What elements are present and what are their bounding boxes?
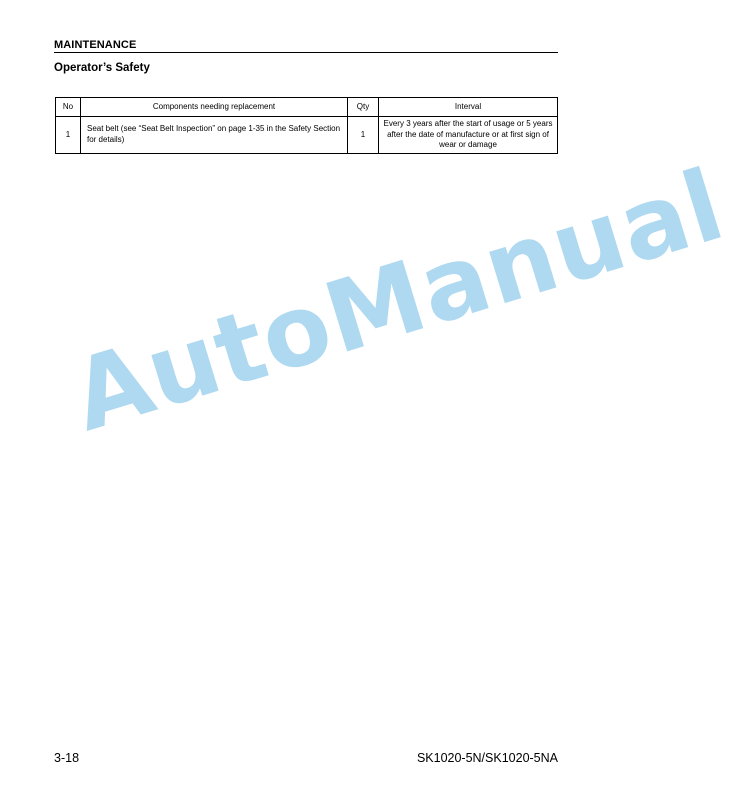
replacement-parts-table — [55, 97, 558, 154]
watermark: AutoManual — [60, 148, 737, 455]
subsection-title: Operator’s Safety — [54, 62, 150, 74]
column-header-no: No — [56, 98, 81, 117]
table-row — [56, 117, 558, 154]
cell-component: Seat belt (see “Seat Belt Inspection” on page 1-35 in the Safety Section for details) — [81, 117, 348, 154]
page-header — [54, 39, 558, 53]
section-title: MAINTENANCE — [54, 39, 137, 51]
table-header-row — [56, 98, 558, 117]
column-header-interval: Interval — [379, 98, 558, 117]
column-header-component: Components needing replacement — [81, 98, 348, 117]
page-number: 3-18 — [54, 751, 80, 765]
cell-no: 1 — [56, 117, 81, 154]
column-header-qty: Qty — [348, 98, 379, 117]
model-number: SK1020-5N/SK1020-5NA — [416, 751, 558, 765]
cell-qty: 1 — [348, 117, 379, 154]
cell-interval: Every 3 years after the start of usage or 5 years after the date of manufacture or at first sign of wear or damage — [379, 117, 558, 154]
